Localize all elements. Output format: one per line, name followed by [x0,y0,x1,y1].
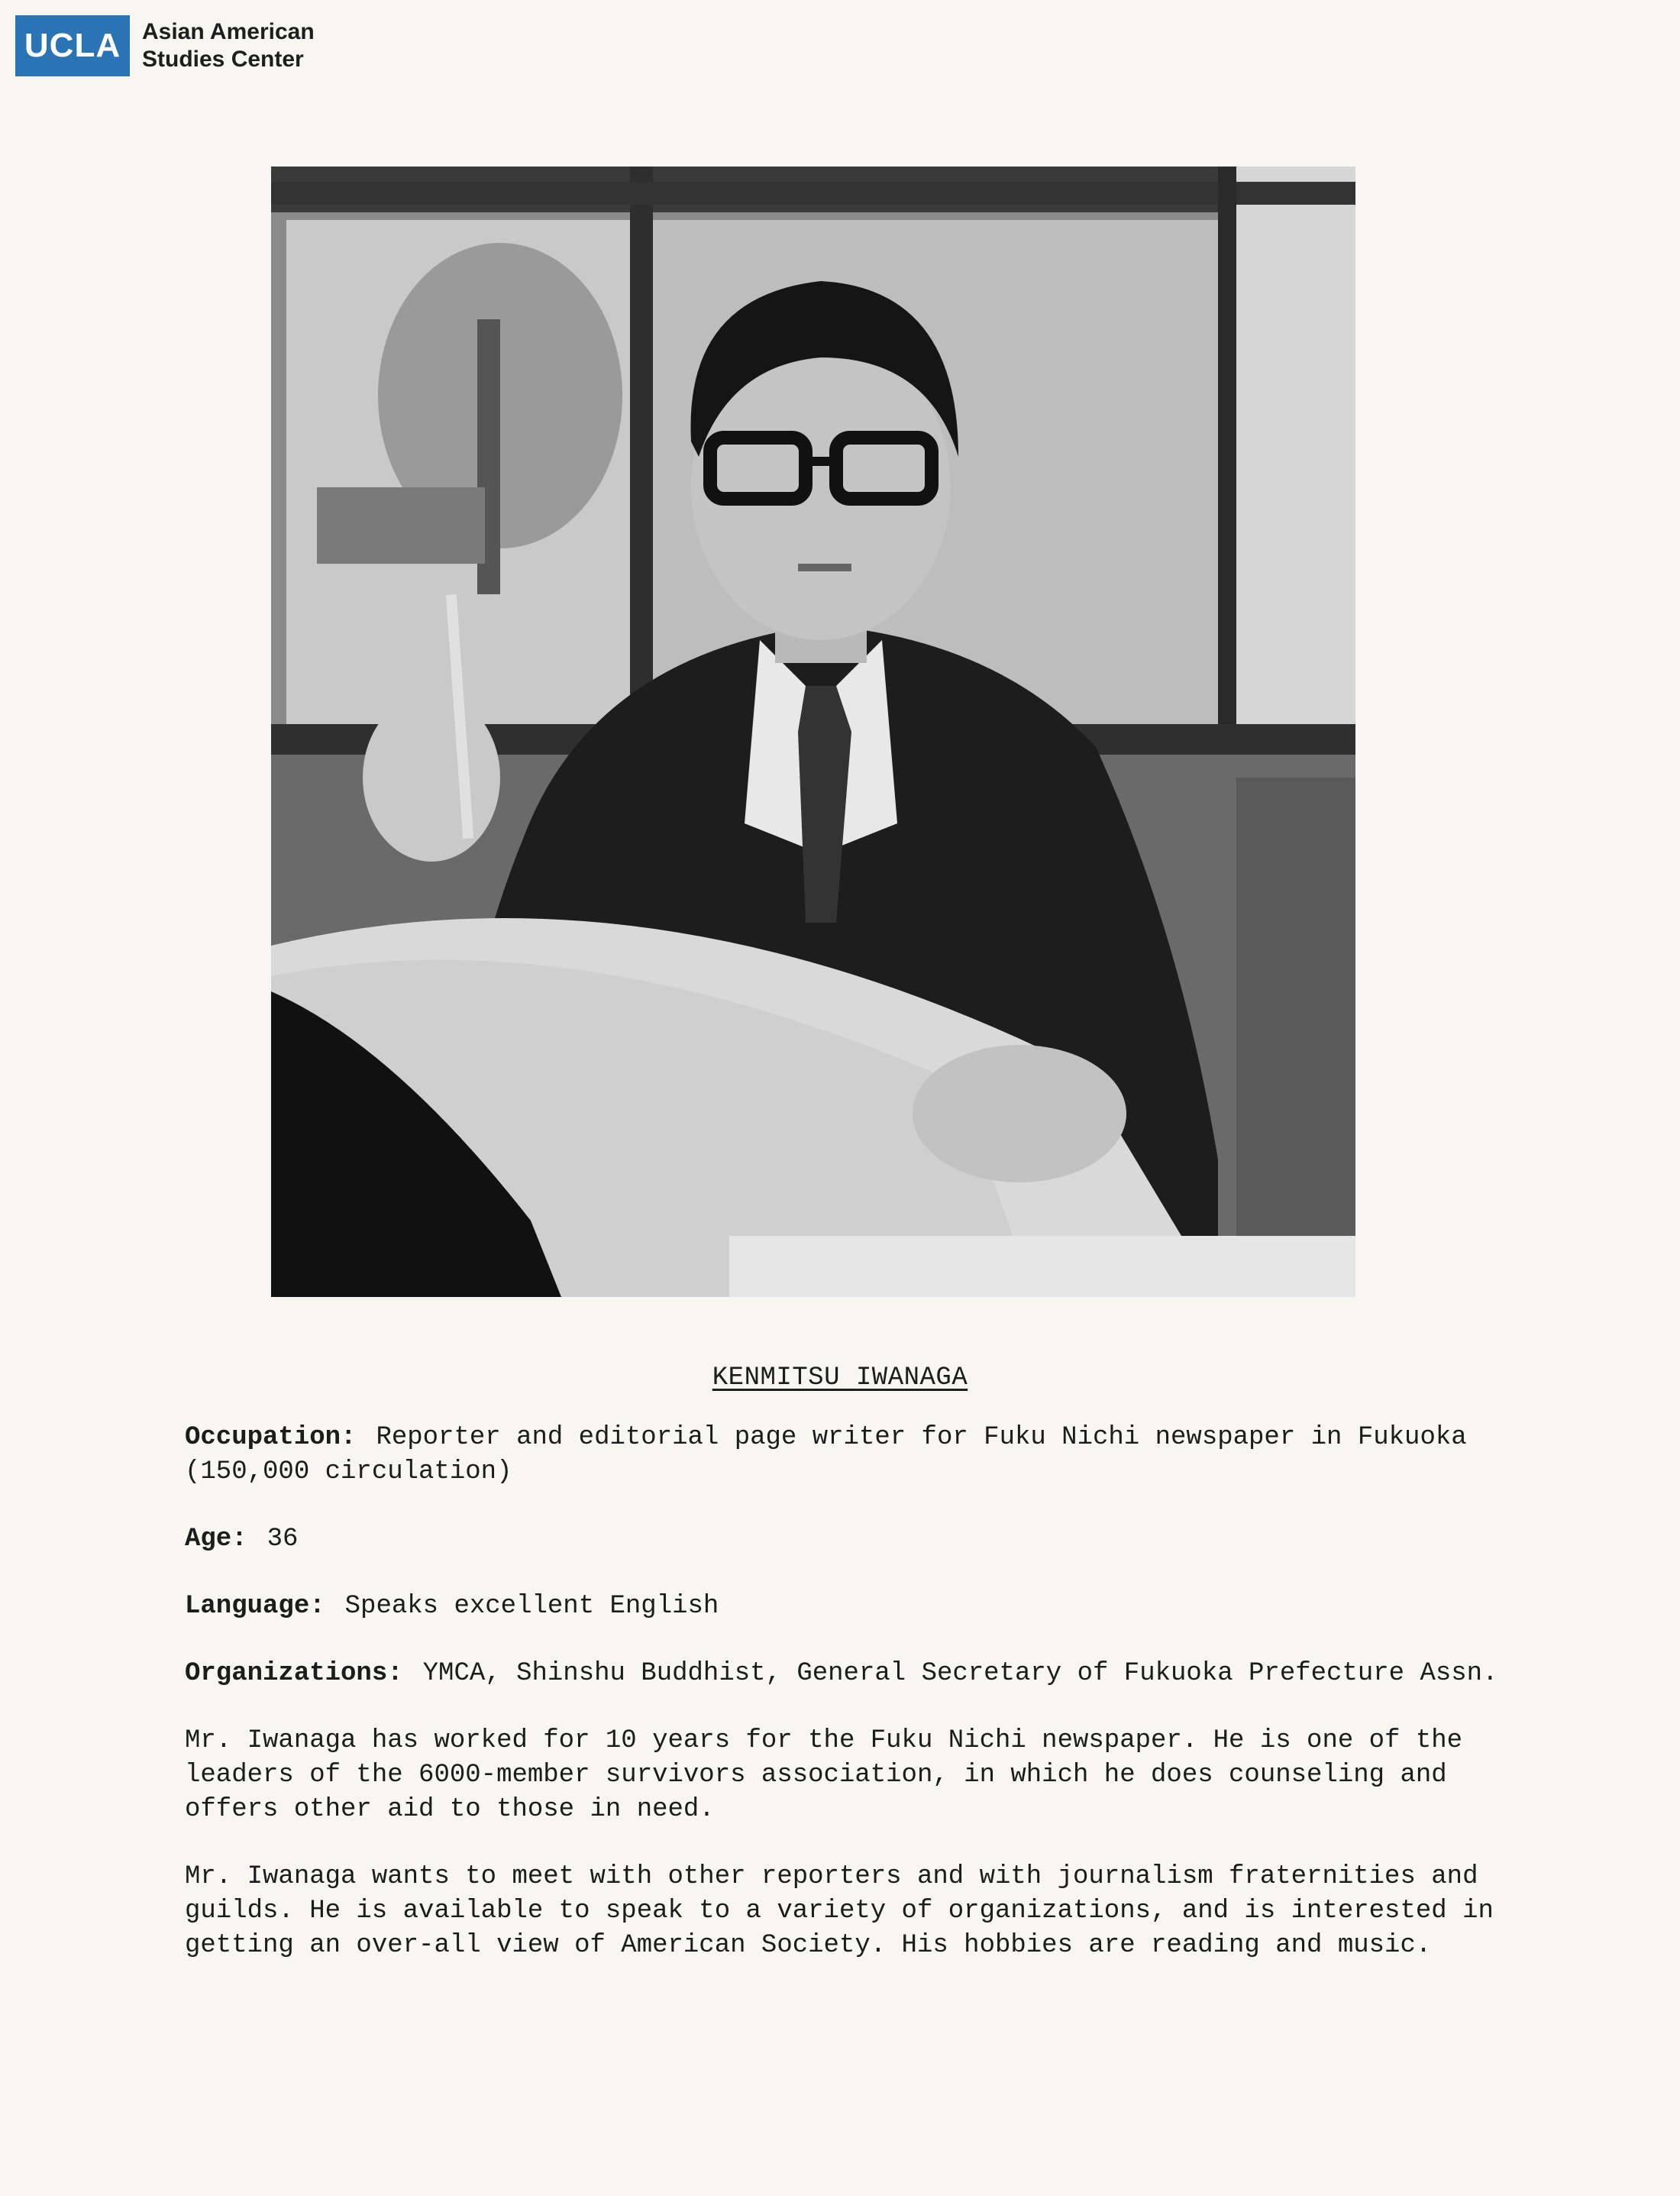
field-organizations [185,1657,1498,1691]
profile-body [185,1421,1498,1996]
age-label: Age: [185,1525,247,1554]
field-language [185,1590,1498,1624]
organizations-label: Organizations: [185,1659,403,1688]
logo-line-2: Studies Center [142,47,304,72]
occupation-label: Occupation: [185,1423,357,1452]
bio-paragraph-1: Mr. Iwanaga has worked for 10 years for the Fuku Nichi newspaper. He is one of the leaders of the 6000-member survivors association, in which he does counseling and offers other aid to those in need. [185,1726,1463,1824]
logo-text [142,18,315,73]
occupation-value: Reporter and editorial page writer for Fuku Nichi newspaper in Fukuoka (150,000 circulation) [185,1423,1467,1486]
organizations-value: YMCA, Shinshu Buddhist, General Secretary of Fukuoka Prefecture Assn. [422,1659,1498,1688]
ucla-logo [15,15,315,76]
portrait-photo [271,167,1355,1297]
person-name: KENMITSU IWANAGA [712,1363,968,1392]
bio-paragraph-2: Mr. Iwanaga wants to meet with other reporters and with journalism fraternities and guilds. He is available to speak to a variety of organizations, and is interested in getting an over-all view of American Society. His hobbies are reading and music. [185,1862,1494,1960]
logo-mark: UCLA [15,15,130,76]
logo-line-1: Asian American [142,19,315,44]
field-age [185,1522,1498,1557]
language-value: Speaks excellent English [344,1592,719,1621]
age-value: 36 [267,1525,299,1554]
language-label: Language: [185,1592,325,1621]
field-occupation [185,1421,1498,1489]
